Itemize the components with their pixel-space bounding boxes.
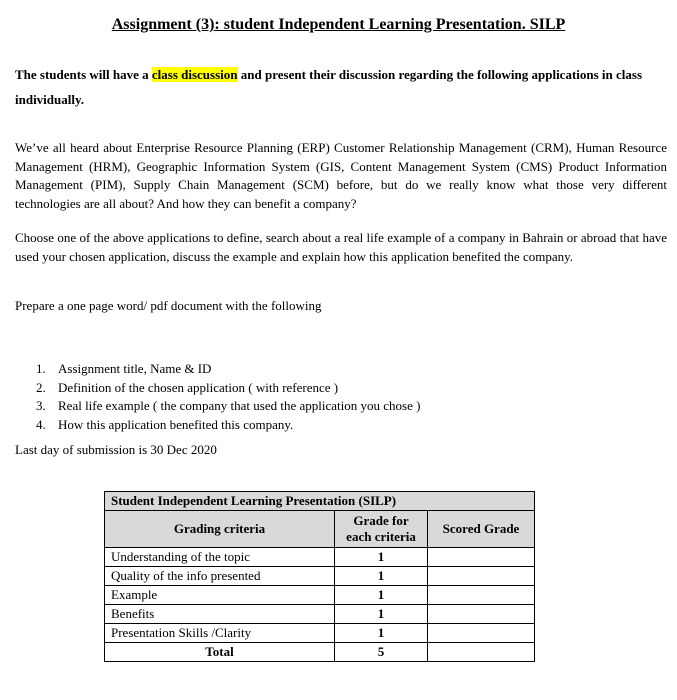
task-paragraph: Choose one of the above applications to define, search about a real life example of a company in Bahrain or abroad that have used your chosen application, discuss the example and explain how this application benefited the company. — [15, 230, 667, 264]
table-header-row — [105, 511, 535, 548]
criteria-cell: Example — [105, 586, 335, 605]
list-number: 4. — [36, 416, 46, 432]
list-text: How this application benefited this company. — [58, 416, 294, 432]
list-item — [36, 360, 420, 379]
scored-cell — [428, 624, 535, 643]
table-row — [105, 605, 535, 624]
grade-cell: 1 — [335, 605, 428, 624]
grade-cell: 1 — [335, 586, 428, 605]
criteria-cell: Understanding of the topic — [105, 548, 335, 567]
scored-cell — [428, 586, 535, 605]
list-item — [36, 416, 420, 435]
criteria-cell: Presentation Skills /Clarity — [105, 624, 335, 643]
table-row — [105, 548, 535, 567]
list-item — [36, 397, 420, 416]
grade-cell: 1 — [335, 548, 428, 567]
grade-cell: 1 — [335, 624, 428, 643]
header-grade-for-each-criteria: Grade for each criteria — [335, 511, 428, 548]
list-text: Assignment title, Name & ID — [58, 361, 212, 376]
table-row — [105, 624, 535, 643]
table-caption: Student Independent Learning Presentation (SILP) — [105, 492, 535, 511]
header-scored-grade: Scored Grade — [428, 511, 535, 548]
list-number: 2. — [36, 379, 46, 395]
list-text: Real life example ( the company that used the application you chose ) — [58, 398, 421, 413]
highlighted-phrase: class discussion — [151, 67, 238, 82]
criteria-cell: Benefits — [105, 605, 335, 624]
criteria-cell: Quality of the info presented — [105, 567, 335, 586]
list-number: 3. — [36, 398, 46, 413]
technologies-paragraph: We’ve all heard about Enterprise Resource Planning (ERP) Customer Relationship Management (CRM), Human Resource Management (HRM), Geographic Information System (GIS, Content Management System (CMS) Product Information Management (PIM), Supply Chain Management (SCM) before, but do we really know what those very different technologies are all about? And how they can benefit a company? — [15, 140, 667, 211]
scored-cell — [428, 548, 535, 567]
intro-text-after: and present their discussion regarding the following applications in class individually. — [15, 67, 643, 107]
intro-text-before: The students will have a — [15, 67, 152, 82]
grade-cell: 1 — [335, 567, 428, 586]
list-text: Definition of the chosen application ( with reference ) — [58, 379, 339, 395]
document-title: Assignment (3): student Independent Learning Presentation. SILP — [111, 16, 566, 33]
list-item — [36, 379, 420, 398]
requirements-list — [36, 360, 420, 434]
header-grading-criteria: Grading criteria — [105, 511, 335, 548]
total-row — [105, 643, 535, 662]
table-caption-row — [105, 492, 535, 511]
grading-table — [104, 491, 535, 662]
list-number: 1. — [36, 361, 46, 376]
deliverable-paragraph: Prepare a one page word/ pdf document with the following — [15, 298, 322, 313]
table-row — [105, 567, 535, 586]
submission-deadline: Last day of submission is 30 Dec 2020 — [15, 442, 217, 457]
table-row — [105, 586, 535, 605]
intro-paragraph — [15, 62, 665, 112]
scored-cell — [428, 567, 535, 586]
total-scored-cell — [428, 643, 535, 662]
total-label: Total — [105, 643, 335, 662]
scored-cell — [428, 605, 535, 624]
total-grade: 5 — [335, 643, 428, 662]
